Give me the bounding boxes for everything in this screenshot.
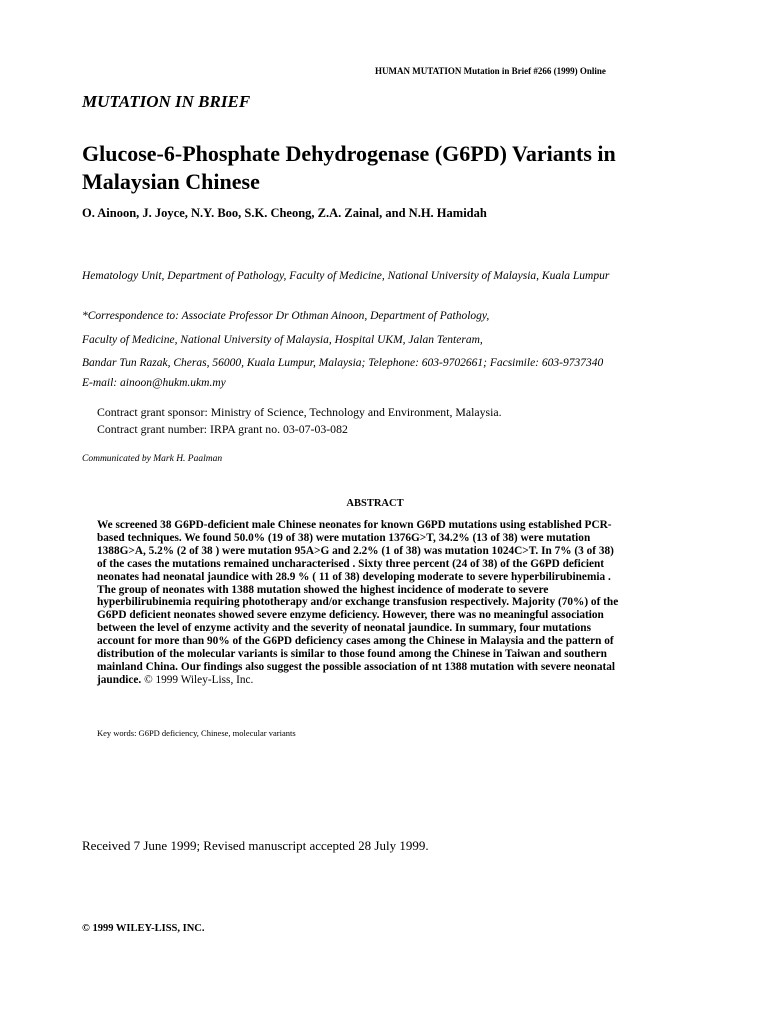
faculty-line: Faculty of Medicine, National University of Malaysia, Hospital UKM, Jalan Tenteram,	[82, 334, 483, 346]
grant-number: Contract grant number: IRPA grant no. 03-07-03-082	[97, 422, 348, 436]
keywords: Key words: G6PD deficiency, Chinese, molecular variants	[97, 728, 296, 738]
affiliation-unit: Hematology Unit, Department of Pathology, Faculty of Medicine, National University of Malaysia, Kuala Lumpur	[82, 270, 610, 282]
grant-sponsor: Contract grant sponsor: Ministry of Science, Technology and Environment, Malaysia.	[97, 405, 502, 419]
running-header: HUMAN MUTATION Mutation in Brief #266 (1999) Online	[375, 66, 606, 76]
abstract-body	[97, 519, 622, 687]
abstract-text: We screened 38 G6PD-deficient male Chinese neonates for known G6PD mutations using established PCR-based techniques. We found 50.0% (19 of 38) were mutation 1376G>T, 34.2% (13 of 38) were mutation 1388G>A, 5.2% (2 of 38 ) were mutation 95A>G and 2.2% (1 of 38) was mutation 1024C>T. In 7% (3 of 38) of the cases the mutations remained uncharacterised . Sixty three percent (24 of 38) of the G6PD deficient neonates had neonatal jaundice with 28.9 % ( 11 of 38) developing moderate to severe hyperbilirubinemia . The group of neonates with 1388 mutation showed the highest incidence of moderate to severe hyperbilirubinemia requiring phototherapy and/or exchange transfusion respectively. Majority (70%) of the G6PD deficient neonates showed severe enzyme deficiency. However, there was no meaningful association between the level of enzyme activity and the severity of neonatal jaundice. In summary, four mutations account for more than 90% of the G6PD deficiency cases among the Chinese in Malaysia and the pattern of distribution of the molecular variants is similar to those found among the Chinese in Taiwan and southern mainland China. Our findings also suggest the possible association of nt 1388 mutation with severe neonatal jaundice.	[97, 519, 619, 686]
abstract-copyright: © 1999 Wiley-Liss, Inc.	[144, 673, 254, 686]
communicated-by: Communicated by Mark H. Paalman	[82, 454, 223, 464]
author-list: O. Ainoon, J. Joyce, N.Y. Boo, S.K. Cheong, Z.A. Zainal, and N.H. Hamidah	[82, 206, 487, 220]
section-label: MUTATION IN BRIEF	[82, 92, 251, 111]
abstract-heading: ABSTRACT	[346, 498, 404, 509]
address-line: Bandar Tun Razak, Cheras, 56000, Kuala Lumpur, Malaysia; Telephone: 603-9702661; Facsimile: 603-9737340	[82, 357, 604, 369]
received-dates: Received 7 June 1999; Revised manuscript accepted 28 July 1999.	[82, 838, 429, 853]
paper-title: Glucose-6-Phosphate Dehydrogenase (G6PD) Variants in Malaysian Chinese	[82, 141, 616, 194]
email-line: E-mail: ainoon@hukm.ukm.my	[82, 377, 226, 389]
footer-copyright: © 1999 WILEY-LISS, INC.	[82, 923, 205, 934]
correspondence-line: *Correspondence to: Associate Professor Dr Othman Ainoon, Department of Pathology,	[82, 310, 490, 322]
